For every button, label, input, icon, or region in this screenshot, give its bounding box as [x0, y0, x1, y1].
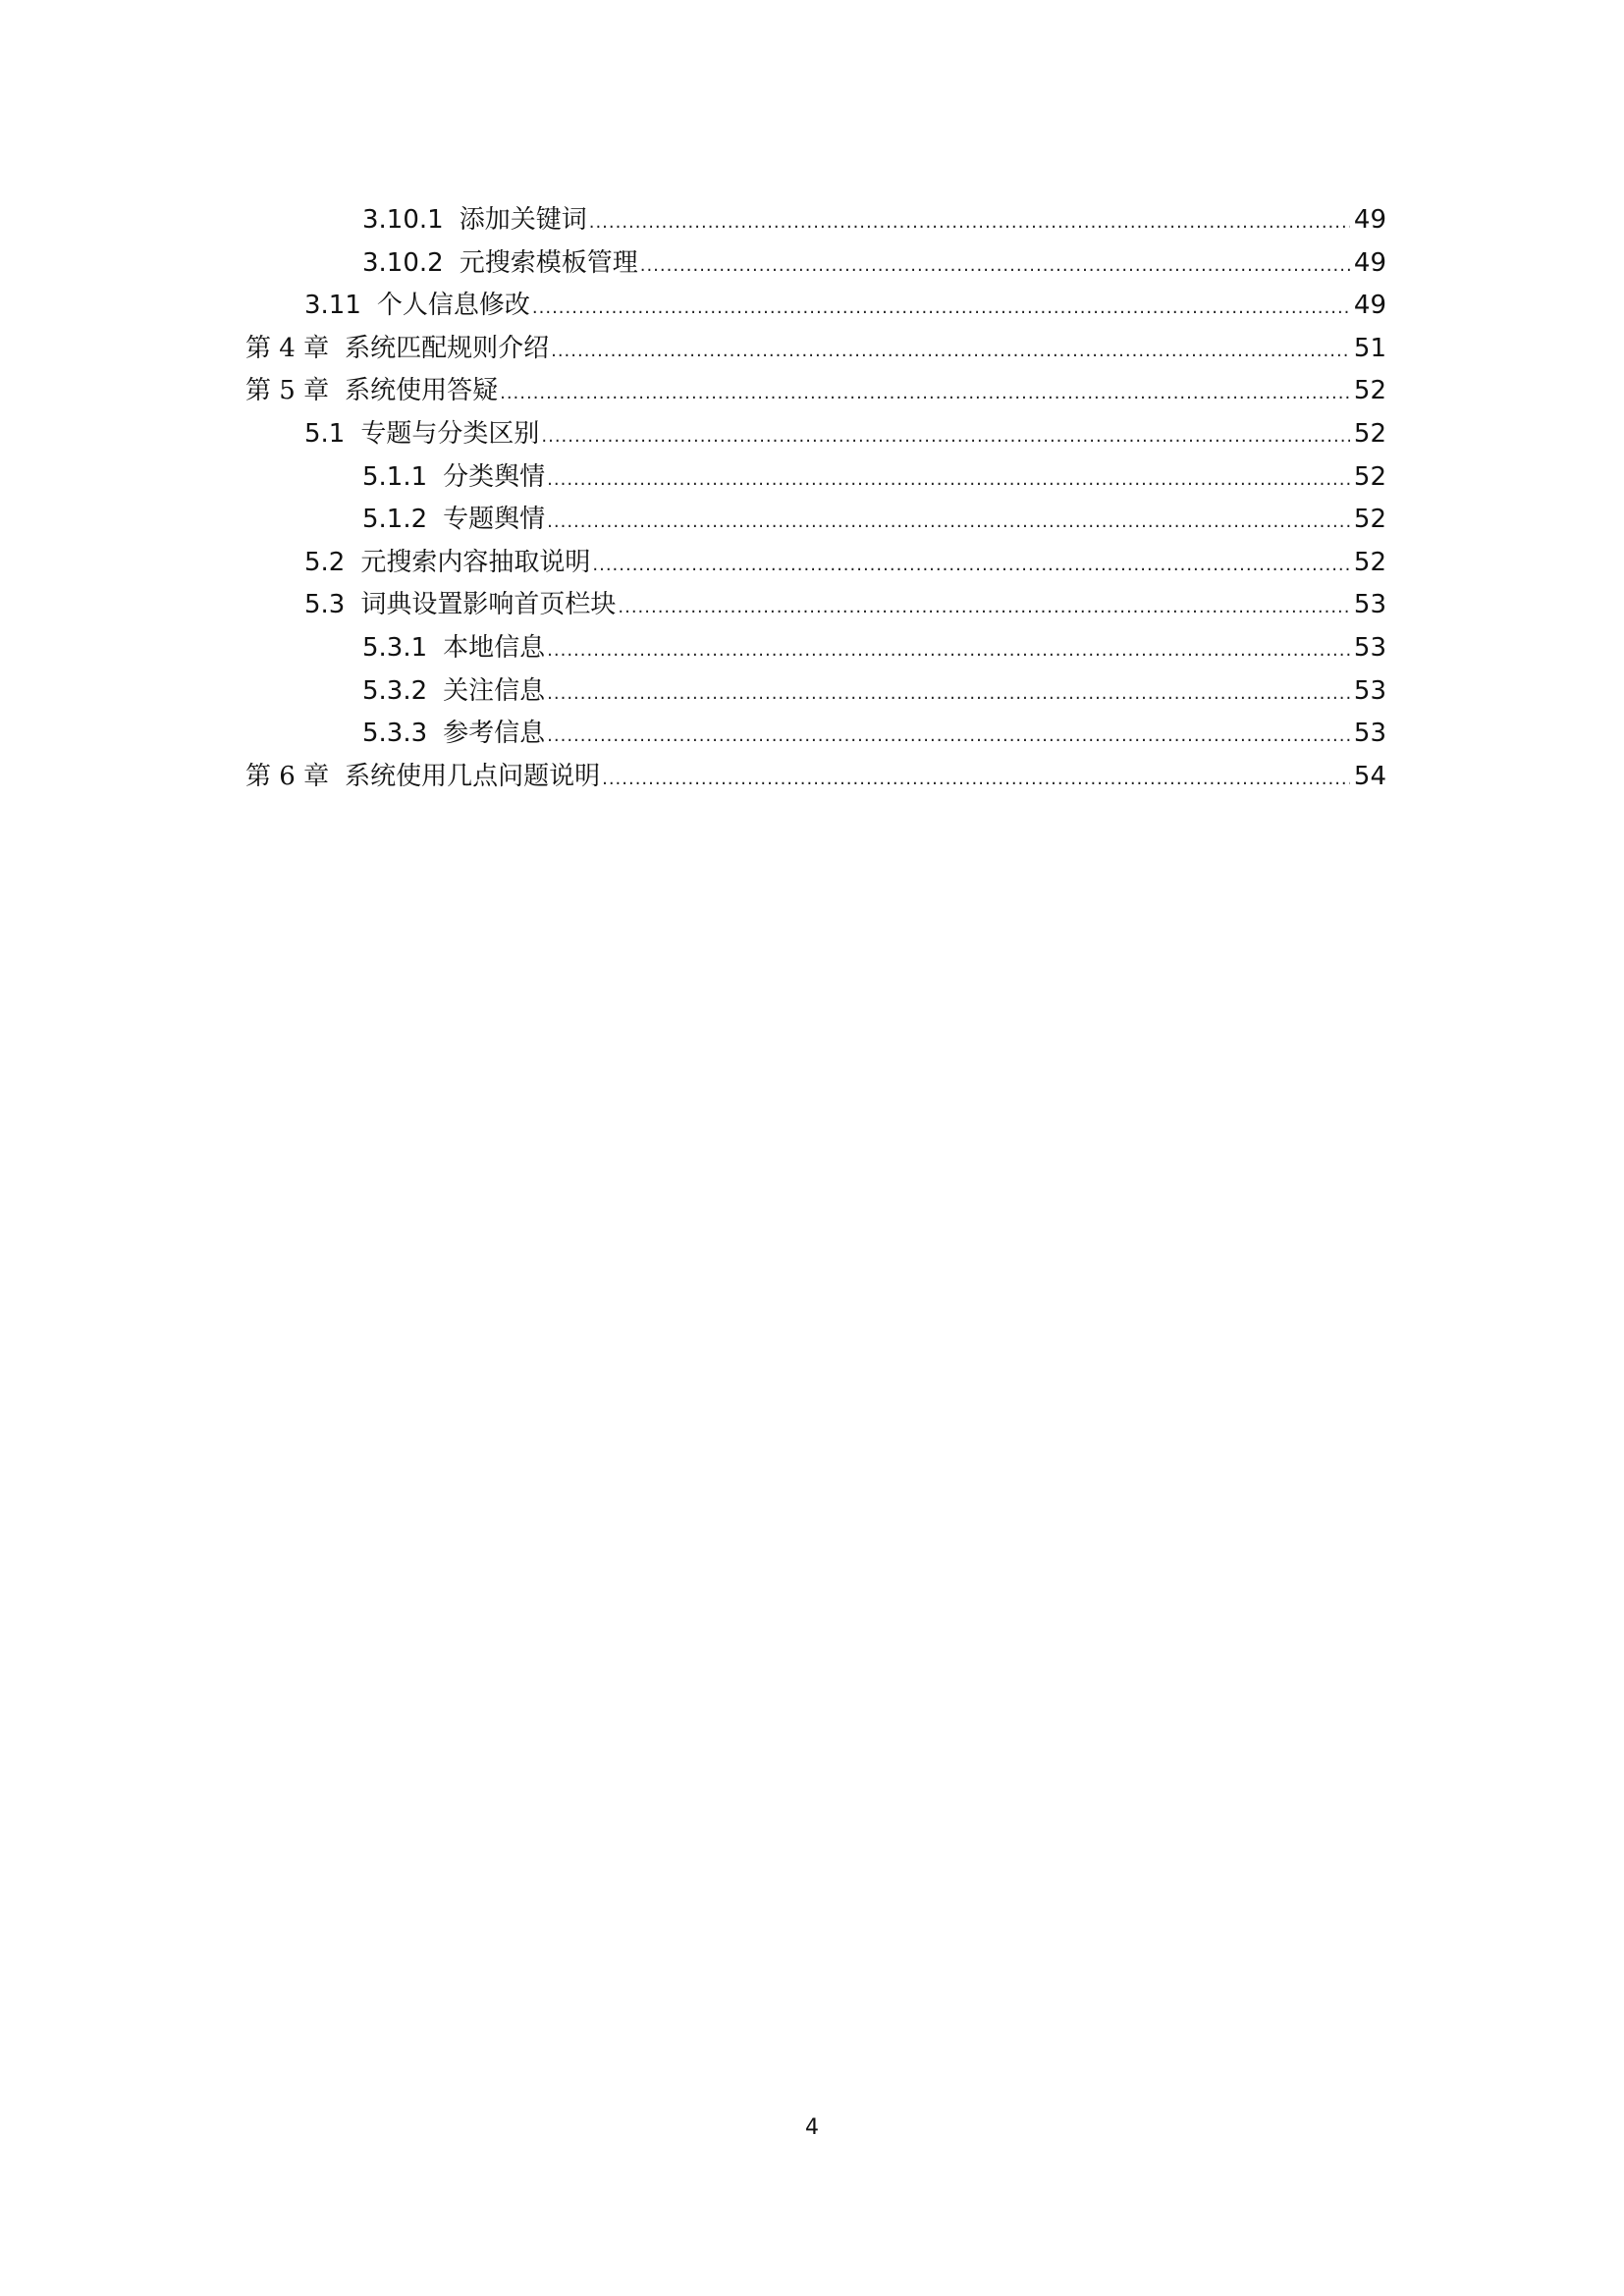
toc-entry[interactable] — [245, 756, 1386, 799]
dot-leader — [532, 287, 1350, 330]
toc-entry-page: 49 — [1353, 291, 1386, 321]
toc-entry-number: 3.11 — [304, 291, 361, 321]
toc-entry-title: 系统使用答疑 — [345, 376, 499, 406]
toc-entry[interactable] — [245, 199, 1386, 242]
toc-entry[interactable] — [245, 242, 1386, 286]
toc-entry[interactable] — [245, 670, 1386, 714]
toc-entry-title: 专题舆情 — [443, 505, 546, 535]
toc-entry[interactable] — [245, 328, 1386, 371]
toc-entry[interactable] — [245, 499, 1386, 542]
dot-leader — [551, 330, 1350, 373]
toc-entry-number: 5.1.1 — [362, 461, 428, 492]
toc-entry[interactable] — [245, 370, 1386, 413]
dot-leader — [589, 201, 1350, 244]
dot-leader — [500, 372, 1350, 415]
toc-entry-number: 5.2 — [304, 547, 346, 577]
toc-entry-page: 52 — [1353, 418, 1386, 449]
toc-entry-title: 元搜索内容抽取说明 — [360, 547, 591, 577]
toc-entry-number: 5.1 — [304, 418, 346, 449]
toc-entry-number: 5.3 — [304, 590, 346, 620]
toc-entry-title: 关注信息 — [443, 675, 546, 706]
toc-entry-page: 53 — [1353, 590, 1386, 620]
toc-entry-title: 系统匹配规则介绍 — [345, 333, 550, 363]
toc-entry-number: 5.3.3 — [362, 719, 428, 749]
toc-entry-number: 5.1.2 — [362, 505, 428, 535]
dot-leader — [618, 586, 1350, 629]
toc-entry-title: 系统使用几点问题说明 — [345, 761, 601, 791]
toc-entry-page: 52 — [1353, 547, 1386, 577]
toc-entry-number: 第 4 章 — [245, 333, 330, 363]
toc-entry[interactable] — [245, 713, 1386, 756]
toc-entry-page: 52 — [1353, 461, 1386, 492]
toc-entry[interactable] — [245, 584, 1386, 627]
toc-entry-page: 49 — [1353, 247, 1386, 278]
dot-leader — [547, 629, 1350, 672]
dot-leader — [547, 715, 1350, 758]
toc-entry-title: 分类舆情 — [443, 461, 546, 492]
dot-leader — [547, 458, 1350, 502]
toc-entry-title: 添加关键词 — [459, 205, 587, 235]
dot-leader — [640, 244, 1350, 288]
dot-leader — [592, 544, 1350, 587]
dot-leader — [541, 415, 1350, 458]
table-of-contents — [245, 199, 1386, 798]
toc-entry-page: 52 — [1353, 505, 1386, 535]
toc-entry[interactable] — [245, 456, 1386, 500]
toc-entry-page: 53 — [1353, 719, 1386, 749]
toc-entry[interactable] — [245, 627, 1386, 670]
toc-entry-title: 元搜索模板管理 — [459, 247, 638, 278]
dot-leader — [547, 672, 1350, 716]
toc-entry-page: 53 — [1353, 675, 1386, 706]
toc-entry-number: 3.10.1 — [362, 205, 444, 235]
toc-entry-number: 5.3.1 — [362, 632, 428, 663]
toc-entry-page: 54 — [1353, 761, 1386, 791]
toc-entry-number: 第 5 章 — [245, 376, 330, 406]
toc-entry-number: 第 6 章 — [245, 761, 330, 791]
toc-entry-title: 专题与分类区别 — [360, 418, 540, 449]
toc-entry-page: 52 — [1353, 376, 1386, 406]
toc-entry[interactable] — [245, 542, 1386, 585]
toc-entry-page: 51 — [1353, 333, 1386, 363]
dot-leader — [602, 758, 1350, 801]
toc-entry-page: 53 — [1353, 632, 1386, 663]
page-number: 4 — [805, 2115, 819, 2140]
toc-entry[interactable] — [245, 285, 1386, 328]
toc-entry-number: 3.10.2 — [362, 247, 444, 278]
toc-entry-page: 49 — [1353, 205, 1386, 235]
toc-entry-title: 本地信息 — [443, 632, 546, 663]
toc-entry-title: 个人信息修改 — [376, 291, 530, 321]
toc-entry-title: 参考信息 — [443, 719, 546, 749]
toc-entry-number: 5.3.2 — [362, 675, 428, 706]
toc-entry[interactable] — [245, 413, 1386, 456]
toc-entry-title: 词典设置影响首页栏块 — [360, 590, 617, 620]
dot-leader — [547, 501, 1350, 544]
